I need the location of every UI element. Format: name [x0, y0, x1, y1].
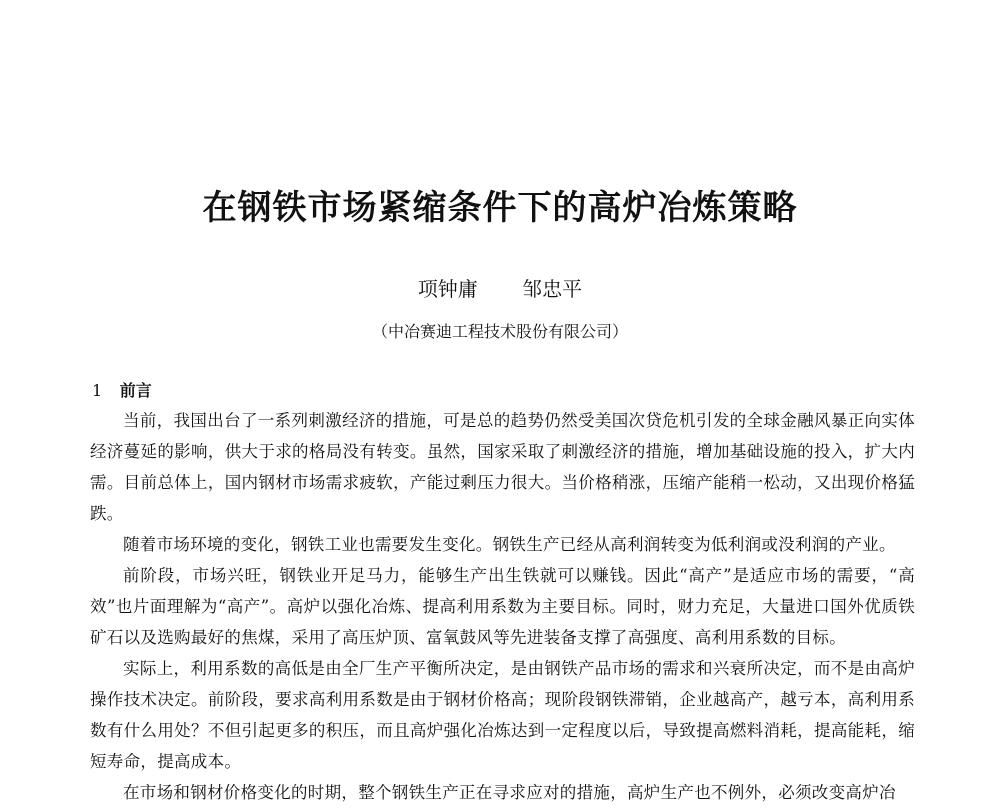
- section-body: [90, 405, 915, 808]
- body-paragraph: 实际上，利用系数的高低是由全厂生产平衡所决定，是由钢铁产品市场的需求和兴衰所决定，而不是由高炉操作技术决定。前阶段，要求高利用系数是由于钢材价格高；现阶段钢铁滞销，企业越高产，越亏本，高利用系数有什么用处？不但引起更多的积压，而且高炉强化冶炼达到一定程度以后，导致提高燃料消耗，提高能耗，缩短寿命，提高成本。: [90, 659, 915, 771]
- body-paragraph: 随着市场环境的变化，钢铁工业也需要发生变化。钢铁生产已经从高利润转变为低利润或没利润的产业。: [123, 535, 896, 554]
- section-number: 1: [92, 381, 103, 400]
- section-heading: [92, 378, 152, 401]
- paper-title: 在钢铁市场紧缩条件下的高炉冶炼策略: [202, 188, 798, 228]
- body-paragraph: 当前，我国出台了一系列刺激经济的措施，可是总的趋势仍然受美国次贷危机引发的全球金融风暴正向实体经济蔓延的影响，供大于求的格局没有转变。虽然，国家采取了刺激经济的措施，增加基础设施的投入，扩大内需。目前总体上，国内钢材市场需求疲软，产能过剩压力很大。当价格稍涨，压缩产能稍一松动，又出现价格猛跌。: [90, 411, 915, 523]
- author-affiliation: （中冶赛迪工程技术股份有限公司）: [371, 322, 628, 341]
- author-name: 项钟庸: [417, 277, 478, 301]
- body-paragraph: 前阶段，市场兴旺，钢铁业开足马力，能够生产出生铁就可以赚钱。因此“高产”是适应市场的需要，“高效”也片面理解为“高产”。高炉以强化冶炼、提高利用系数为主要目标。同时，财力充足，大量进口国外优质铁矿石以及选购最好的焦煤，采用了高压炉顶、富氧鼓风等先进装备支撑了高强度、高利用系数的目标。: [90, 566, 915, 647]
- author-list: [0, 273, 1000, 302]
- section-title: 前言: [119, 381, 152, 400]
- author-name: 邹忠平: [522, 277, 583, 301]
- body-paragraph: 在市场和钢材价格变化的时期，整个钢铁生产正在寻求应对的措施，高炉生产也不例外，必须改变高炉冶: [123, 783, 896, 802]
